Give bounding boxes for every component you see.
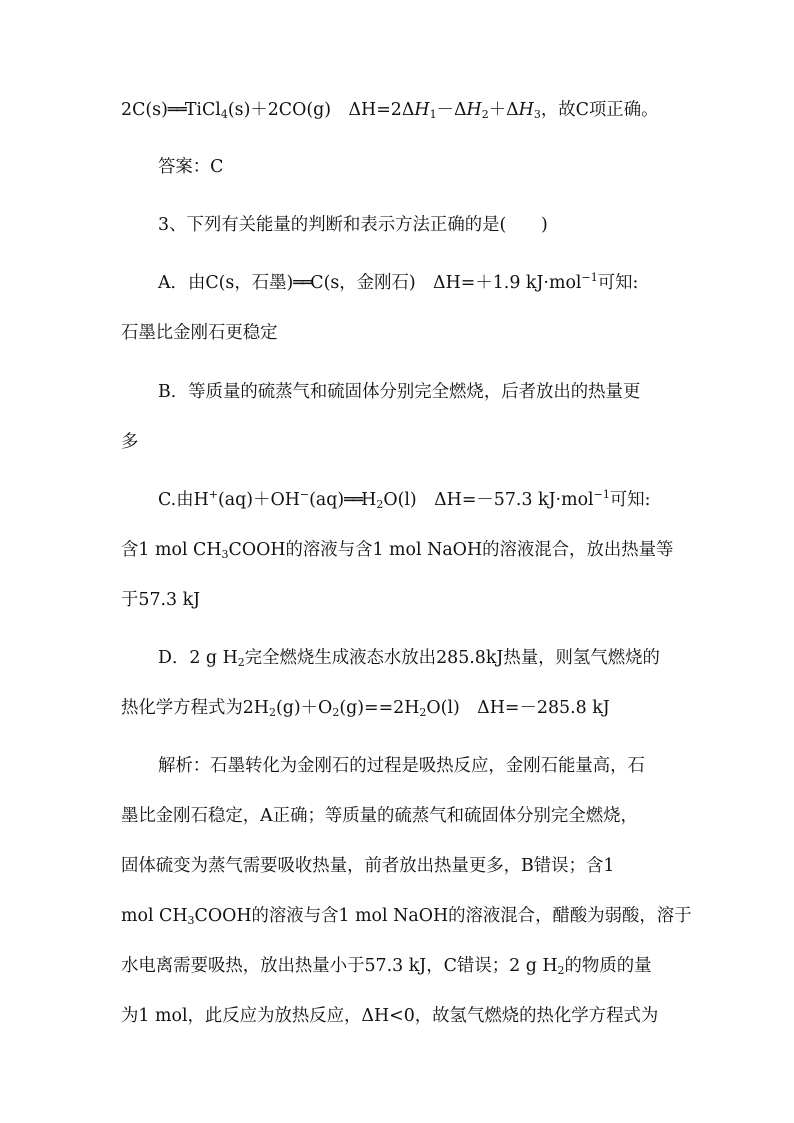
option-d-line2: 热化学方程式为$2H_2(g)+O_2(g)==2H_2O(l)$ ΔH=－285.8 kJ [121, 698, 610, 719]
analysis-line6: 为1 mol，此反应为放热反应，ΔH<0，故氢气燃烧的热化学方程式为 [121, 1006, 659, 1026]
option-c-line2: 含1 mol $CH_3COOH$的溶液与含1 mol NaOH的溶液混合，放出热量等 [121, 540, 674, 561]
option-b-line2: 多 [121, 432, 139, 452]
answer-line: 答案：C [158, 157, 224, 177]
equation-line: 2C(s)══TiCl$_4$(s)＋2CO(g) $\Delta H=2\Delta H_1-\Delta H_2+\Delta H_3$，故C项正确。 [121, 100, 659, 121]
option-a: A．由C(s，石墨)══C(s，金刚石) ΔH=＋1.9 kJ·mol$^{-1}$可知: [158, 271, 639, 293]
question-title: 3、下列有关能量的判断和表示方法正确的是( ) [158, 215, 548, 235]
option-c-line3: 于57.3 kJ [121, 590, 201, 610]
analysis-line2: 墨比金刚石稳定，A正确；等质量的硫蒸气和硫固体分别完全燃烧， [121, 806, 638, 826]
analysis-line3: 固体硫变为蒸气需要吸收热量，前者放出热量更多，B错误；含1 [121, 856, 615, 876]
option-b: B．等质量的硫蒸气和硫固体分别完全燃烧，后者放出的热量更 [158, 382, 641, 402]
analysis-line1: 解析：石墨转化为金刚石的过程是吸热反应，金刚石能量高，石 [158, 756, 645, 776]
analysis-line5: 水电离需要吸热，放出热量小于57.3 kJ，C错误；2 g $H_2$的物质的量 [121, 956, 652, 977]
option-d: D．2 g $H_2$完全燃烧生成液态水放出285.8kJ热量，则氢气燃烧的 [158, 648, 660, 669]
option-c: C.由$H^+(aq)+OH^-(aq)══H_2O(l)$ ΔH=－57.3 kJ·mol$^{-1}$可知: [158, 488, 651, 511]
option-a-line2: 石墨比金刚石更稳定 [121, 323, 278, 343]
analysis-line4: mol $CH_3COOH$的溶液与含1 mol NaOH的溶液混合，醋酸为弱酸，溶于 [121, 906, 692, 927]
